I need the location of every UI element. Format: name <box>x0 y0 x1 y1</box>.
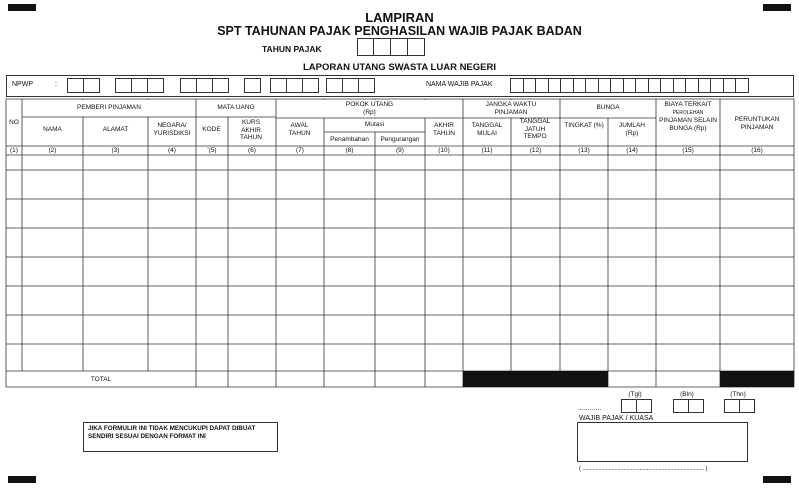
nama-wajib-pajak-label: NAMA WAJIB PAJAK <box>426 81 493 88</box>
col-pengurangan: Pengurangan <box>380 136 420 143</box>
form-title: LAMPIRAN <box>365 10 434 25</box>
col-tanggal-jatuh-tempo: TANGGAL JATUH TEMPO <box>519 118 551 140</box>
group-pokok-unit: (Rp) <box>363 109 376 116</box>
column-number: (16) <box>751 147 763 154</box>
column-number: (13) <box>578 147 590 154</box>
group-biaya-terkait: BIAYA TERKAIT <box>664 101 712 108</box>
column-number: (3) <box>111 147 120 154</box>
column-number: (7) <box>296 147 304 154</box>
group-pemberi-pinjaman: PEMBERI PINJAMAN <box>77 104 141 111</box>
col-jumlah: JUMLAH (Rp) <box>618 122 645 137</box>
column-number: (11) <box>481 147 493 154</box>
col-nama: NAMA <box>43 126 62 133</box>
total-label: TOTAL <box>90 376 112 383</box>
group-jangka-waktu: JANGKA WAKTU PINJAMAN <box>485 101 537 116</box>
signer-label: WAJIB PAJAK / KUASA <box>579 415 654 422</box>
form-subtitle: SPT TAHUNAN PAJAK PENGHASILAN WAJIB PAJAK BADAN <box>217 24 582 38</box>
group-bunga: BUNGA <box>596 104 620 111</box>
col-penambahan: Penambahan <box>330 136 369 143</box>
column-number: (4) <box>168 147 176 154</box>
signature-box[interactable] <box>577 422 748 462</box>
column-number: (1) <box>10 147 18 154</box>
col-kode: KODE <box>202 126 221 133</box>
column-number: (2) <box>48 147 57 154</box>
tgl-label: (Tgl) <box>628 391 642 398</box>
col-negara: NEGARA/ YURISDIKSI <box>153 122 191 137</box>
group-mata-uang: MATA UANG <box>217 104 255 111</box>
column-number: (6) <box>248 147 256 154</box>
bln-label: (Bln) <box>680 391 694 398</box>
tgl-digit-1[interactable] <box>621 399 637 413</box>
col-tanggal-mulai: TANGGAL MULAI <box>471 122 503 137</box>
thn-digit-1[interactable] <box>724 399 740 413</box>
column-number: (10) <box>438 147 450 154</box>
group-biaya-perolehan: PEROLEHAN <box>672 110 704 116</box>
col-alamat: ALAMAT <box>102 126 129 133</box>
column-number: (15) <box>682 147 694 154</box>
tahun-pajak-label: TAHUN PAJAK <box>262 44 322 54</box>
report-title: LAPORAN UTANG SWASTA LUAR NEGERI <box>303 62 496 73</box>
tgl-digit-2[interactable] <box>636 399 652 413</box>
col-biaya-detail: PINJAMAN SELAIN BUNGA (Rp) <box>659 117 717 132</box>
group-mutasi: Mutasi <box>364 121 385 128</box>
column-number: (14) <box>626 147 638 154</box>
bln-digit-1[interactable] <box>673 399 689 413</box>
col-kurs: KURS AKHIR TAHUN <box>240 119 262 141</box>
date-dots: ............ <box>578 405 602 412</box>
column-number: (8) <box>345 147 354 154</box>
bln-digit-2[interactable] <box>688 399 704 413</box>
column-number: (12) <box>529 147 542 154</box>
total-fill-peruntukan <box>720 371 794 387</box>
column-number: '(5) <box>207 147 217 154</box>
signer-name-line: ( ................................................................................... ) <box>579 466 708 472</box>
col-tingkat: TINGKAT (%) <box>564 122 604 129</box>
column-number: (9) <box>396 147 404 154</box>
col-awal-tahun: AWAL TAHUN <box>288 122 311 137</box>
col-no: NO <box>9 119 19 126</box>
thn-label: (Thn) <box>730 391 746 398</box>
thn-digit-2[interactable] <box>739 399 755 413</box>
col-peruntukan: PERUNTUKAN PINJAMAN <box>734 116 780 131</box>
format-note: JIKA FORMULIR INI TIDAK MENCUKUPI DAPAT DIBUAT SENDIRI SESUAI DENGAN FORMAT INI <box>88 425 256 440</box>
col-akhir-tahun: AKHIR TAHUN <box>433 122 455 137</box>
npwp-colon: : <box>55 81 57 88</box>
total-fill-jangka <box>463 371 608 387</box>
group-pokok-utang: POKOK UTANG <box>345 101 394 108</box>
npwp-label: NPWP <box>12 81 33 88</box>
